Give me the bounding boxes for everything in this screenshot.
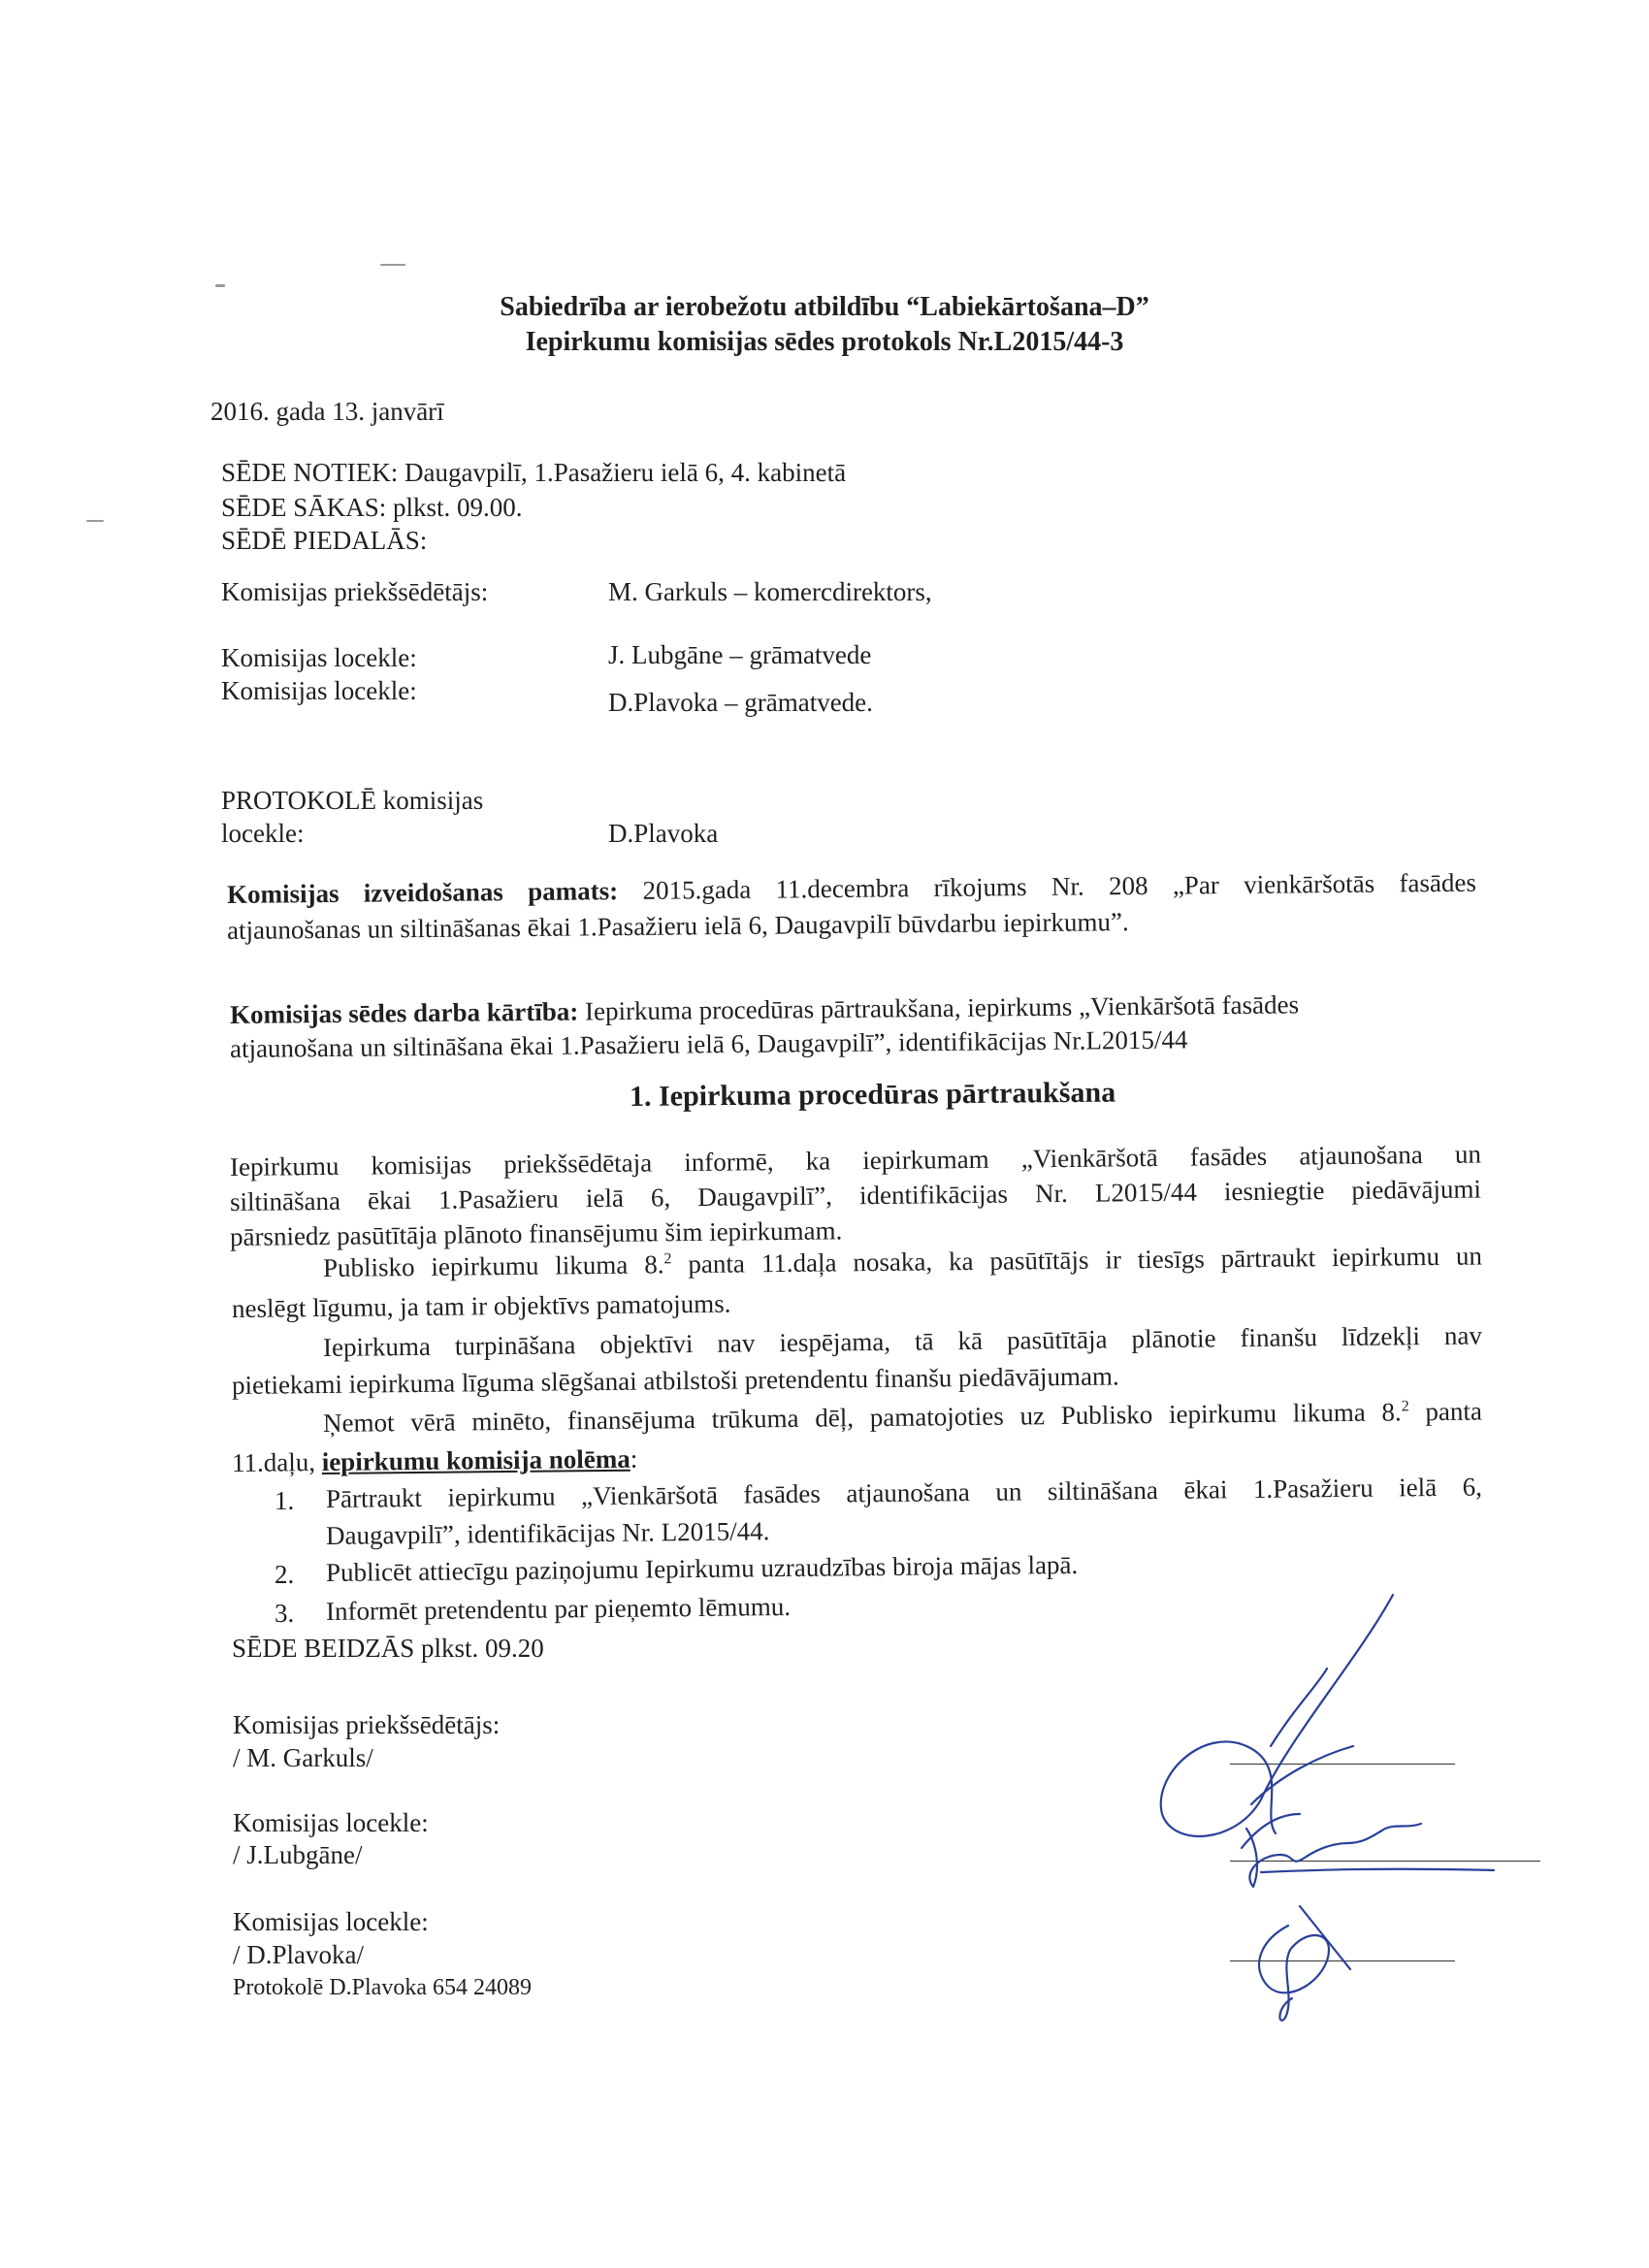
agenda-text: Iepirkuma procedūras pārtraukšana, iepirkums „Vienkāršotā fasādes bbox=[578, 989, 1300, 1026]
decision-number: 3. bbox=[275, 1599, 295, 1628]
participant-name: M. Garkuls – komercdirektors, bbox=[608, 577, 932, 606]
meeting-end: SĒDE BEIDZĀS plkst. 09.20 bbox=[232, 1634, 544, 1663]
agenda-line-2: atjaunošana un siltināšana ēkai 1.Pasažieru ielā 6, Daugavpilī”, identifikācijas Nr.L2015/44 bbox=[229, 1024, 1188, 1063]
protocol-keeper-role-2: locekle: bbox=[221, 819, 305, 848]
meeting-location: SĒDE NOTIEK: Daugavpilī, 1.Pasažieru ielā 6, 4. kabinetā bbox=[221, 458, 847, 487]
paragraph-text: Ņemot vērā minēto, finansējuma trūkuma dēļ, pamatojoties uz Publisko iepirkumu likuma 8. bbox=[322, 1397, 1402, 1438]
paragraph-text: panta 11.daļa nosaka, ka pasūtītājs ir tiesīgs pārtraukt iepirkumu un bbox=[671, 1241, 1483, 1280]
paragraph-line: pārsniedz pasūtītāja plānoto finansējumu šim iepirkumam. bbox=[229, 1215, 843, 1251]
superscript: 2 bbox=[1401, 1398, 1409, 1415]
signature-role: Komisijas locekle: bbox=[233, 1808, 429, 1837]
signature-role: Komisijas priekšsēdētājs: bbox=[233, 1710, 501, 1739]
participant-role: Komisijas locekle: bbox=[221, 676, 417, 705]
decision-label: iepirkumu komisija nolēma bbox=[321, 1443, 630, 1477]
signature-name: / M. Garkuls/ bbox=[233, 1743, 373, 1772]
meeting-start: SĒDE SĀKAS: plkst. 09.00. bbox=[221, 493, 523, 522]
protocol-keeper-role: PROTOKOLĒ komisijas bbox=[221, 786, 484, 815]
participant-role: Komisijas priekšsēdētājs: bbox=[221, 577, 489, 606]
signature-name: / J.Lubgāne/ bbox=[233, 1840, 363, 1869]
basis-text: 2015.gada 11.decembra rīkojums Nr. 208 „Par vienkāršotās fasādes bbox=[618, 867, 1477, 906]
decision-text-2: Daugavpilī”, identifikācijas Nr. L2015/44. bbox=[325, 1516, 770, 1550]
superscript: 2 bbox=[663, 1250, 672, 1268]
paragraph-text: panta bbox=[1408, 1396, 1483, 1427]
signature-plavoka bbox=[1259, 1906, 1350, 2021]
basis-label: Komisijas izveidošanas pamats: bbox=[226, 876, 619, 909]
participants-heading: SĒDĒ PIEDALĀS: bbox=[221, 526, 428, 555]
signature-name: / D.Plavoka/ bbox=[233, 1940, 364, 1969]
paragraph-text: 11.daļu, bbox=[231, 1447, 322, 1477]
decision-number: 2. bbox=[275, 1560, 295, 1589]
section-heading: 1. Iepirkuma procedūras pārtraukšana bbox=[629, 1076, 1116, 1113]
protocol-keeper-name: D.Plavoka bbox=[608, 819, 719, 848]
paragraph-line: Iepirkuma turpināšana objektīvi nav iespējama, tā kā pasūtītāja plānotie finanšu līdzekļi nav bbox=[322, 1320, 1483, 1362]
decision-text: Informēt pretendentu par pieņemto lēmumu. bbox=[325, 1591, 792, 1626]
footer-contact: Protokolē D.Plavoka 654 24089 bbox=[233, 1975, 532, 2000]
protocol-date: 2016. gada 13. janvārī bbox=[210, 397, 444, 426]
protocol-title: Iepirkumu komisijas sēdes protokols Nr.L2015/44-3 bbox=[525, 327, 1124, 357]
participant-name: D.Plavoka – grāmatvede. bbox=[608, 688, 873, 717]
paragraph-line: siltināšana ēkai 1.Pasažieru ielā 6, Daugavpilī”, identifikācijas Nr. L2015/44 iesniegtie piedāvājumi bbox=[229, 1174, 1482, 1216]
paragraph-text: : bbox=[630, 1443, 638, 1474]
participant-name: J. Lubgāne – grāmatvede bbox=[608, 640, 872, 669]
paragraph-line: pietiekami iepirkuma līguma slēgšanai atbilstoši pretendentu finanšu piedāvājumam. bbox=[231, 1361, 1119, 1400]
decision-text: Publicēt attiecīgu paziņojumu Iepirkumu uzraudzības biroja mājas lapā. bbox=[325, 1549, 1079, 1587]
signature-role: Komisijas locekle: bbox=[233, 1907, 429, 1936]
participant-role: Komisijas locekle: bbox=[221, 643, 417, 672]
signature-garkuls bbox=[1161, 1595, 1393, 1848]
decision-number: 1. bbox=[275, 1486, 295, 1515]
paragraph-line: neslēgt līgumu, ja tam ir objektīvs pamatojums. bbox=[231, 1288, 731, 1323]
paragraph-text: Publisko iepirkumu likuma 8. bbox=[322, 1249, 664, 1282]
basis-line-2: atjaunošanas un siltināšanas ēkai 1.Pasažieru ielā 6, Daugavpilī būvdarbu iepirkumu”. bbox=[226, 907, 1129, 945]
agenda-label: Komisijas sēdes darba kārtība: bbox=[229, 996, 579, 1029]
decision-text: Pārtraukt iepirkumu „Vienkāršotā fasādes atjaunošana un siltināšana ēkai 1.Pasažieru ielā 6, bbox=[325, 1472, 1483, 1513]
company-name: Sabiedrība ar ierobežotu atbildību “Labiekārtošana–D” bbox=[500, 292, 1149, 322]
signature-lubgane bbox=[1246, 1824, 1494, 1887]
paragraph-line: Iepirkumu komisijas priekšsēdētaja informē, ka iepirkumam „Vienkāršotā fasādes atjaunošana un bbox=[229, 1139, 1482, 1182]
